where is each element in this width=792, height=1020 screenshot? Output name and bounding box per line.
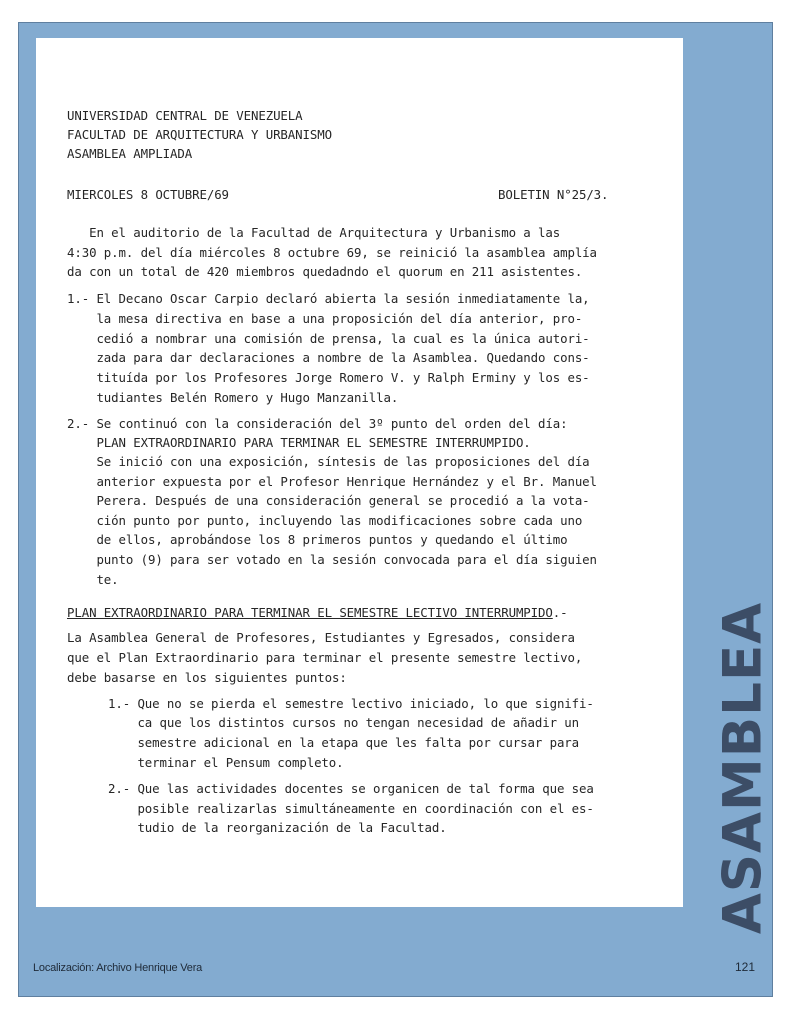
document-date: MIERCOLES 8 OCTUBRE/69 — [67, 187, 229, 202]
point1-line: tudiantes Belén Romero y Hugo Manzanilla. — [67, 390, 399, 405]
point2-line: Se inició con una exposición, síntesis de las proposiciones del día — [67, 454, 590, 469]
point1-line: zada para dar declaraciones a nombre de la Asamblea. Quedando cons- — [67, 350, 590, 365]
point2-line: te. — [67, 572, 119, 587]
plan-point2-line: posible realizarlas simultáneamente en coordinación con el es- — [108, 801, 594, 816]
intro-line: En el auditorio de la Facultad de Arquitectura y Urbanismo a las — [67, 225, 561, 240]
intro-line: da con un total de 420 miembros quedadndo el quorum en 211 asistentes. — [67, 264, 583, 279]
header-line: UNIVERSIDAD CENTRAL DE VENEZUELA — [67, 108, 303, 123]
plan-title — [67, 604, 567, 622]
point1-line: tituída por los Profesores Jorge Romero V. y Ralph Erminy y los es- — [67, 370, 590, 385]
plan-intro-line: La Asamblea General de Profesores, Estudiantes y Egresados, considera — [67, 630, 575, 645]
point2-line: Perera. Después de una consideración general se procedió a la vota- — [67, 493, 590, 508]
point2-line: punto (9) para ser votado en la sesión convocada para el día siguien — [67, 552, 597, 567]
header-line: ASAMBLEA AMPLIADA — [67, 146, 193, 161]
point1-line: 1.- El Decano Oscar Carpio declaró abierta la sesión inmediatamente la, — [67, 291, 590, 306]
intro-line: 4:30 p.m. del día miércoles 8 octubre 69, se reinició la asamblea amplía — [67, 245, 597, 260]
plan-point1-line: ca que los distintos cursos no tengan necesidad de añadir un — [108, 715, 580, 730]
point2-line: anterior expuesta por el Profesor Henrique Hernández y el Br. Manuel — [67, 474, 597, 489]
section-title-vertical: ASAMBLEA — [712, 601, 774, 935]
point2-line: de ellos, aprobándose los 8 primeros puntos y quedando el último — [67, 532, 568, 547]
point1-line: cedió a nombrar una comisión de prensa, la cual es la única autori- — [67, 331, 590, 346]
plan-point1-line: terminar el Pensum completo. — [108, 755, 344, 770]
footer-location: Localización: Archivo Henrique Vera — [33, 962, 203, 974]
plan-intro-line: debe basarse en los siguientes puntos: — [67, 670, 347, 685]
point2-line: PLAN EXTRAORDINARIO PARA TERMINAR EL SEMESTRE INTERRUMPIDO. — [67, 435, 531, 450]
plan-title-text: PLAN EXTRAORDINARIO PARA TERMINAR EL SEMESTRE LECTIVO INTERRUMPIDO — [67, 605, 553, 620]
plan-title-suffix: .- — [552, 605, 568, 620]
plan-point2-line: 2.- Que las actividades docentes se organicen de tal forma que sea — [108, 781, 594, 796]
bulletin-number: BOLETIN N°25/3. — [498, 187, 609, 202]
page-number: 121 — [735, 960, 756, 974]
point2-line: 2.- Se continuó con la consideración del 3º punto del orden del día: — [67, 416, 568, 431]
header-line: FACULTAD DE ARQUITECTURA Y URBANISMO — [67, 127, 332, 142]
point1-line: la mesa directiva en base a una proposición del día anterior, pro- — [67, 311, 583, 326]
plan-point1-line: 1.- Que no se pierda el semestre lectivo iniciado, lo que signifi- — [108, 696, 594, 711]
plan-point1-line: semestre adicional en la etapa que les falta por cursar para — [108, 735, 580, 750]
point2-line: ción punto por punto, incluyendo las modificaciones sobre cada uno — [67, 513, 583, 528]
plan-point2-line: tudio de la reorganización de la Facultad. — [108, 820, 447, 835]
plan-intro-line: que el Plan Extraordinario para terminar el presente semestre lectivo, — [67, 650, 583, 665]
